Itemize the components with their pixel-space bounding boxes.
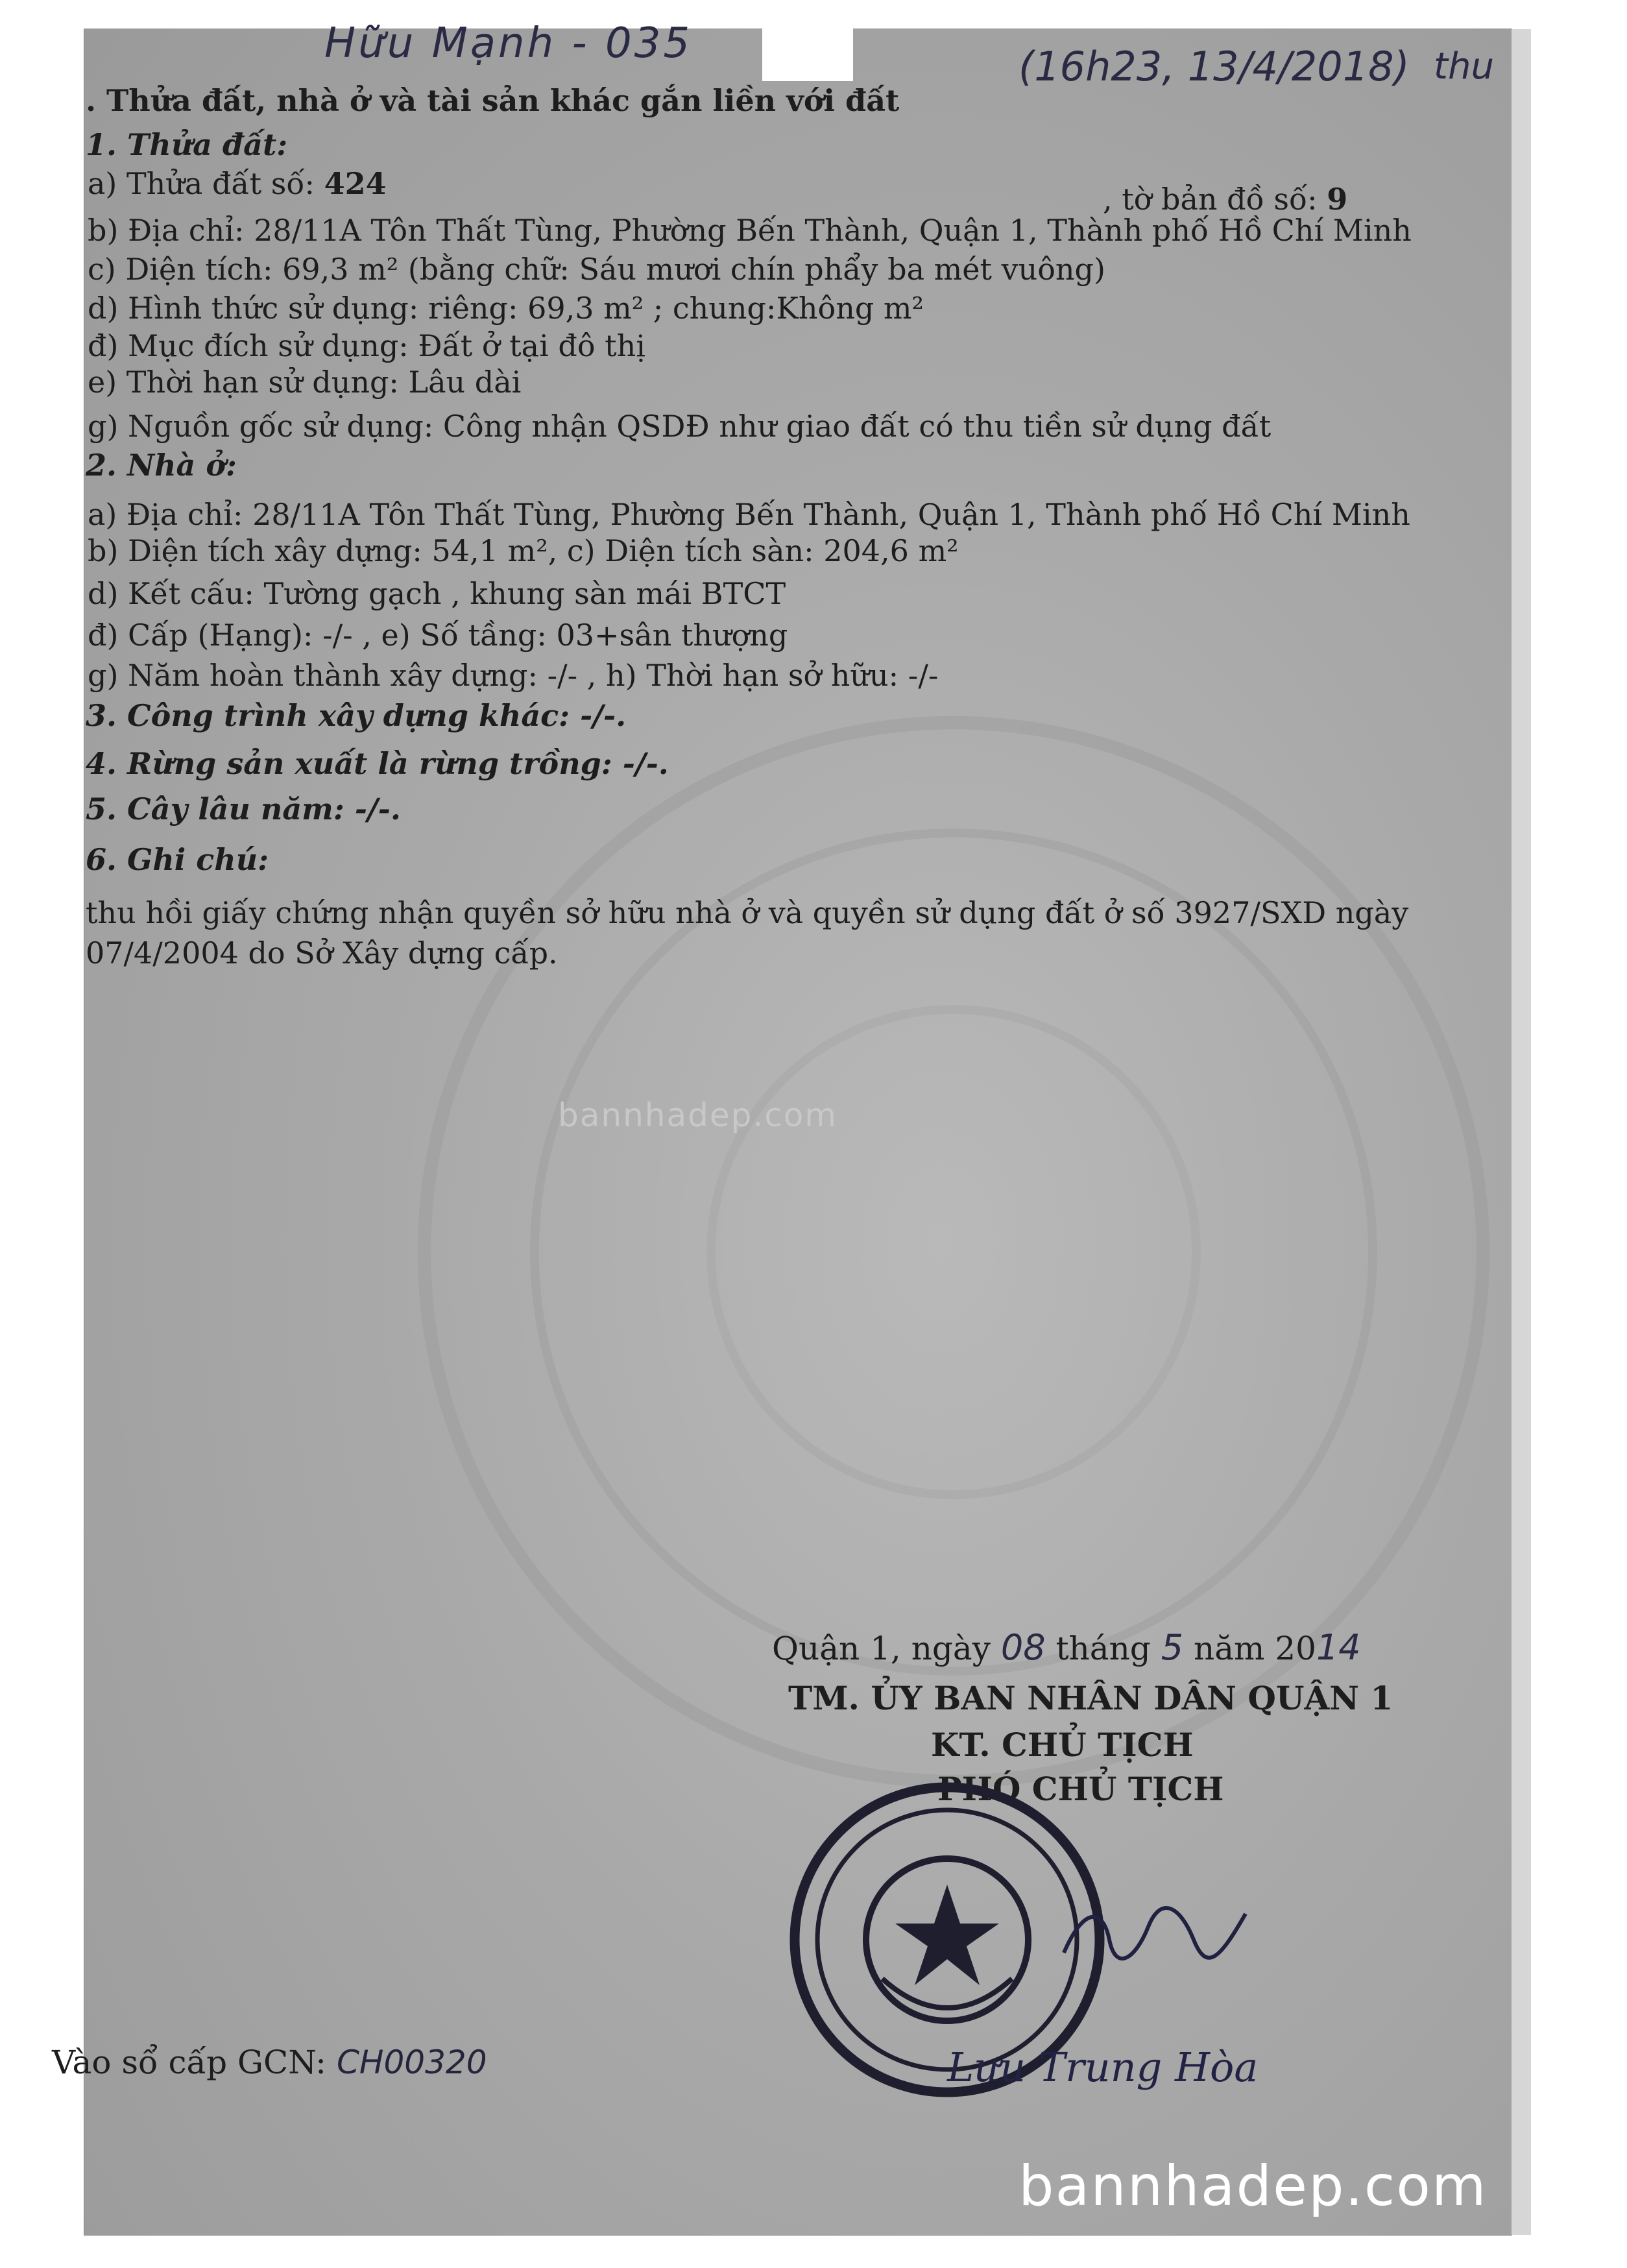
land-area: c) Diện tích: 69,3 m² (bằng chữ: Sáu mươi chín phẩy ba mét vuông)	[88, 252, 1105, 287]
redaction-box	[762, 19, 853, 81]
map-value: 9	[1327, 182, 1348, 217]
house-address: a) Địa chỉ: 28/11A Tôn Thất Tùng, Phường Bến Thành, Quận 1, Thành phố Hồ Chí Minh	[88, 497, 1410, 532]
land-origin: g) Nguồn gốc sử dụng: Công nhận QSDĐ như giao đất có thu tiền sử dụng đất	[88, 409, 1271, 444]
date-month: 5	[1161, 1627, 1184, 1668]
date-prefix: Quận 1, ngày	[772, 1630, 991, 1667]
notes-heading: 6. Ghi chú:	[86, 842, 269, 877]
signing-position: PHÓ CHỦ TỊCH	[937, 1770, 1224, 1808]
other-works: 3. Công trình xây dựng khác: -/-.	[86, 698, 627, 733]
house-heading: 2. Nhà ở:	[86, 448, 237, 483]
land-purpose: đ) Mục đích sử dụng: Đất ở tại đô thị	[88, 328, 645, 363]
land-parcel-number-label	[88, 166, 387, 201]
map-sheet-label	[1103, 182, 1347, 217]
signing-kt: KT. CHỦ TỊCH	[931, 1726, 1194, 1764]
signature	[1057, 1894, 1252, 1972]
year-label: năm 20	[1194, 1630, 1316, 1667]
month-label: tháng	[1055, 1630, 1151, 1667]
gcn-label: Vào sổ cấp GCN:	[52, 2044, 327, 2081]
house-structure: d) Kết cấu: Tường gạch , khung sàn mái BTCT	[88, 576, 786, 611]
handwritten-note-name: Hữu Mạnh - 035	[324, 19, 693, 67]
signing-date	[772, 1627, 1361, 1668]
map-label: , tờ bản đồ số:	[1103, 182, 1318, 217]
date-year-suffix: 14	[1316, 1627, 1361, 1668]
land-heading: 1. Thửa đất:	[86, 127, 288, 162]
house-grade-floors: đ) Cấp (Hạng): -/- , e) Số tầng: 03+sân thượng	[88, 618, 788, 653]
house-areas: b) Diện tích xây dựng: 54,1 m², c) Diện tích sàn: 204,6 m²	[88, 533, 959, 568]
production-forest: 4. Rừng sản xuất là rừng trồng: -/-.	[86, 746, 669, 781]
land-address: b) Địa chỉ: 28/11A Tôn Thất Tùng, Phường Bến Thành, Quận 1, Thành phố Hồ Chí Minh	[88, 213, 1412, 248]
notes-line-2: 07/4/2004 do Sở Xây dựng cấp.	[86, 935, 558, 971]
date-day: 08	[1000, 1627, 1046, 1668]
gcn-entry	[52, 2044, 487, 2081]
sheet-edge	[1512, 29, 1531, 2235]
section-title: . Thửa đất, nhà ở và tài sản khác gắn liền với đất	[86, 83, 900, 118]
parcel-label: a) Thửa đất số:	[88, 166, 315, 201]
signer-name: Lưu Trung Hòa	[947, 2044, 1259, 2091]
perennial-trees: 5. Cây lâu năm: -/-.	[86, 791, 401, 826]
handwritten-note-extra: thu	[1434, 45, 1494, 88]
gcn-number: CH00320	[336, 2044, 487, 2081]
land-usage-form: d) Hình thức sử dụng: riêng: 69,3 m² ; chung:Không m²	[88, 291, 924, 326]
notes-line-1: thu hồi giấy chứng nhận quyền sở hữu nhà ở và quyền sử dụng đất ở số 3927/SXD ngày	[86, 895, 1409, 930]
signing-organization: TM. ỦY BAN NHÂN DÂN QUẬN 1	[788, 1679, 1393, 1717]
watermark-bottom: bannhadep.com	[1018, 2154, 1488, 2219]
house-completion-ownership: g) Năm hoàn thành xây dựng: -/- , h) Thời hạn sở hữu: -/-	[88, 658, 939, 693]
handwritten-note-datetime: (16h23, 13/4/2018)	[1018, 43, 1410, 90]
parcel-value: 424	[324, 166, 387, 201]
land-term: e) Thời hạn sử dụng: Lâu dài	[88, 365, 522, 400]
watermark-center: bannhadep.com	[558, 1096, 838, 1134]
